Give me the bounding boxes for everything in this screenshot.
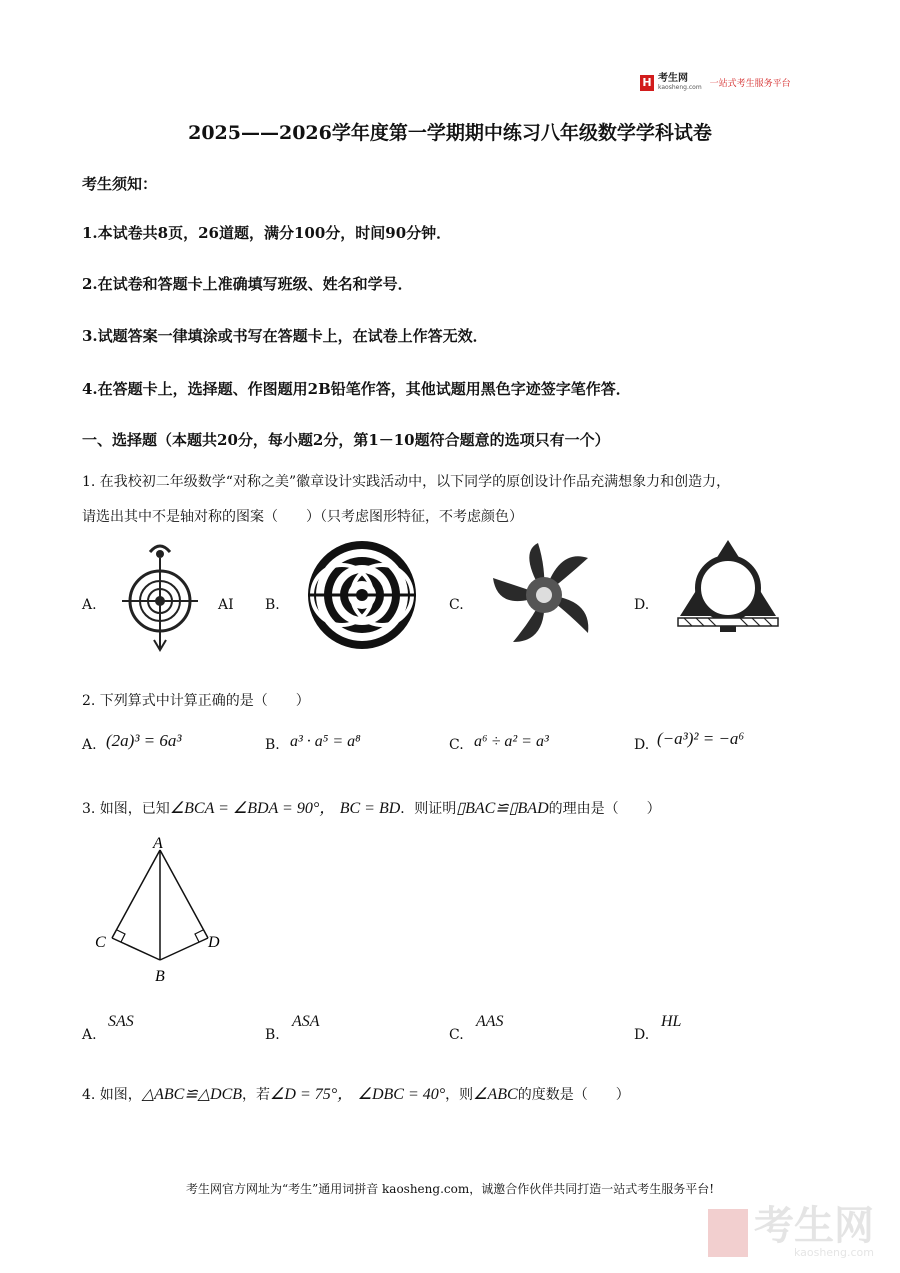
q2-option-a-expr: (2a)³ = 6a³: [106, 731, 182, 750]
q3-stem-c: 的理由是（ ）: [548, 801, 661, 817]
watermark-text: 考生网: [754, 1203, 874, 1249]
q4-stem-c: ，则: [445, 1087, 474, 1103]
q3-stem-a: 3. 如图，已知: [82, 801, 170, 817]
q4-stem-a: 4. 如图，: [82, 1087, 142, 1103]
q2-option-d-expr: (−a³)² = −a⁶: [657, 729, 745, 748]
logo-name: 考生网: [658, 73, 688, 84]
q3-option-d-label: D.: [634, 1027, 650, 1043]
q2-stem: 2. 下列算式中计算正确的是（ ）: [82, 693, 310, 709]
q3-option-b-answer: ASA: [292, 1013, 320, 1030]
q3-kite-figure: [92, 832, 227, 987]
q3-congruence: ▯BAC≌▯BAD: [456, 800, 549, 817]
fig-label-a: A: [153, 835, 163, 852]
q1-option-b-label: B.: [265, 597, 280, 613]
q3-option-a-answer: SAS: [108, 1013, 134, 1030]
q2-option-d-label: D.: [634, 737, 650, 753]
fig-label-c: C: [95, 934, 106, 951]
q4-stem-b: ，若: [242, 1087, 271, 1103]
page-title: 2025——2026学年度第一学期期中练习八年级数学学科试卷: [188, 122, 712, 144]
watermark: [708, 1203, 874, 1259]
q2-option-a-label: A.: [82, 737, 97, 753]
q4-stem-d: 的度数是（ ）: [517, 1087, 630, 1103]
q1-stem-line2: 请选出其中不是轴对称的图案（ ）（只考虑图形特征，不考虑颜色）: [82, 509, 523, 525]
section-heading: 一、选择题（本题共20分，每小题2分，第1－10题符合题意的选项只有一个）: [82, 431, 610, 449]
logo-slogan: 一站式考生服务平台: [709, 79, 791, 89]
q3-condition-angles: ∠BCA = ∠BDA = 90°，: [169, 800, 336, 817]
notice-item: 3.试题答案一律填涂或书写在答题卡上，在试卷上作答无效．: [82, 327, 488, 345]
q1-option-c-label: C.: [449, 597, 464, 613]
header-logo: [640, 74, 791, 91]
q3-option-a-label: A.: [82, 1027, 97, 1043]
q1-figure-d: [672, 536, 784, 646]
q3-stem-b: ．则证明: [400, 801, 457, 817]
q1-stem-line1: 1. 在我校初二年级数学“对称之美”徽章设计实践活动中，以下同学的原创设计作品充满想象力和创造力，: [82, 474, 731, 490]
q3-option-c-label: C.: [449, 1027, 464, 1043]
q4-congruence: △ABC≌△DCB: [141, 1086, 243, 1103]
notice-item: 1.本试卷共8页，26道题，满分100分，时间90分钟．: [82, 224, 452, 242]
q2-option-b-label: B.: [265, 737, 280, 753]
notice-item: 4.在答题卡上，选择题、作图题用2B铅笔作答，其他试题用黑色字迹签字笔作答．: [82, 380, 631, 398]
watermark-logo-icon: [708, 1209, 748, 1257]
q3-option-b-label: B.: [265, 1027, 280, 1043]
q3-option-c-answer: AAS: [476, 1013, 504, 1030]
logo-domain: kaosheng.com: [658, 84, 702, 91]
q3-condition-sides: BC = BD: [339, 800, 401, 817]
q1-figure-b: [306, 538, 418, 652]
q3-option-d-answer: HL: [661, 1013, 682, 1030]
q4-condition-d: ∠D = 75°，: [270, 1086, 354, 1103]
q1-option-d-label: D.: [634, 597, 650, 613]
q2-option-c-expr: a⁶ ÷ a² = a³: [474, 733, 549, 750]
kaosheng-logo-icon: H: [640, 75, 654, 91]
q1-figure-a: [118, 538, 202, 654]
fig-label-b: B: [155, 968, 165, 985]
q1-option-a-label: A.: [82, 597, 97, 613]
q4-target-angle: ∠ABC: [473, 1086, 518, 1103]
q4-stem: [82, 1081, 630, 1104]
notice-heading: 考生须知：: [82, 175, 158, 193]
fig-label-d: D: [208, 934, 220, 951]
q2-option-b-expr: a³ · a⁵ = a⁸: [290, 733, 361, 750]
notice-item: 2.在试卷和答题卡上准确填写班级、姓名和学号．: [82, 275, 413, 293]
q3-stem: [82, 795, 661, 818]
footer-text: 考生网官方网址为“考生”通用词拼音 kaosheng.com，诚邀合作伙伴共同打造一站式考生服务平台!: [185, 1182, 715, 1196]
q4-condition-dbc: ∠DBC = 40°: [357, 1086, 446, 1103]
watermark-domain: kaosheng.com: [793, 1246, 874, 1259]
q1-figure-c: [488, 538, 600, 652]
q2-option-c-label: C.: [449, 737, 464, 753]
q1-stray-text: AI: [218, 597, 234, 613]
